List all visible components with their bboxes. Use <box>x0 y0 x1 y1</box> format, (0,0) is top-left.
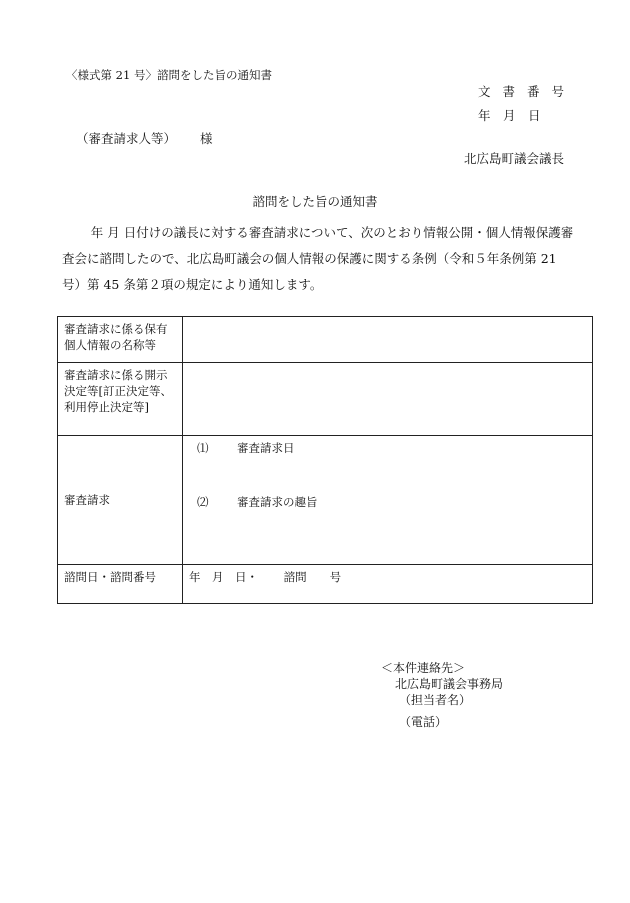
body-text: 年 月 日付けの議長に対する審査請求について、次のとおり情報公開・個人情報保護審査会に諮問したので、北広島町議会の個人情報の保護に関する条例（令和５年条例第 21 号）第 45 条第２項の規定により通知します。 <box>62 225 574 292</box>
row-value-inquiry[interactable]: 年 月 日・ 諮問 号 <box>183 565 593 604</box>
request-item-date <box>189 440 586 494</box>
row-value-disclosure-decision[interactable] <box>183 363 593 436</box>
row-value-request[interactable] <box>183 436 593 565</box>
addressee <box>76 129 213 147</box>
row-label-request: 審査請求 <box>58 436 183 565</box>
addressee-label: （審査請求人等） <box>76 131 177 146</box>
document-number: 文書番号 <box>478 84 577 99</box>
row-label-disclosure-decision: 審査請求に係る開示決定等[訂正決定等、利用停止決定等] <box>58 363 183 436</box>
row-label-info-name: 審査請求に係る保有個人情報の名称等 <box>58 317 183 363</box>
contact-office: 北広島町議会事務局 <box>395 677 504 691</box>
honorific: 様 <box>200 131 213 146</box>
document-date: 年 月 日 <box>478 108 541 123</box>
table-row <box>58 317 593 363</box>
item-text: 審査請求の趣旨 <box>237 495 318 509</box>
sender: 北広島町議会議長 <box>464 151 565 166</box>
row-value-info-name[interactable] <box>183 317 593 363</box>
contact-person: （担当者名） <box>399 693 472 707</box>
table-row <box>58 363 593 436</box>
document-title: 諮問をした旨の通知書 <box>252 194 378 209</box>
table-row <box>58 565 593 604</box>
item-number: ⑵ <box>197 495 209 509</box>
info-table <box>57 316 593 604</box>
contact-phone: （電話） <box>399 715 448 729</box>
form-label: 〈様式第 21 号〉諮問をした旨の通知書 <box>66 68 272 82</box>
contact-block <box>381 660 503 730</box>
item-number: ⑴ <box>197 441 209 455</box>
item-text: 審査請求日 <box>237 441 295 455</box>
row-label-inquiry: 諮問日・諮問番号 <box>58 565 183 604</box>
table-row <box>58 436 593 565</box>
request-item-purpose <box>189 494 586 548</box>
contact-heading: ＜本件連絡先＞ <box>381 661 466 675</box>
